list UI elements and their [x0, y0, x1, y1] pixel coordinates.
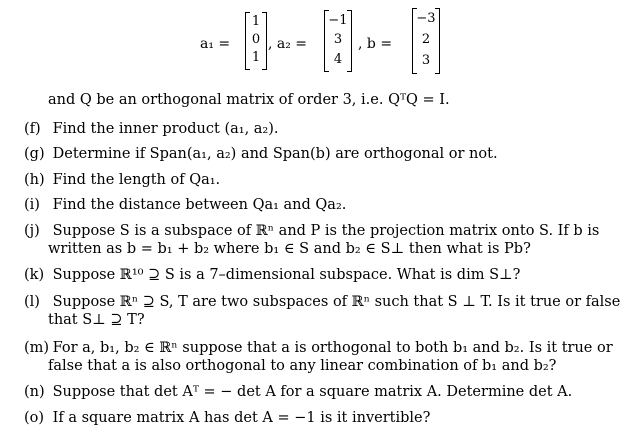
- question-text: Suppose S is a subspace of ℝⁿ and P is the projection matrix onto S. If b is: [52, 223, 600, 239]
- question-item: [24, 384, 572, 400]
- question-item: [24, 146, 498, 162]
- question-item: [24, 121, 279, 137]
- a1-label: a₁ =: [200, 36, 231, 52]
- question-key: (o): [24, 410, 45, 426]
- question-text: Find the distance between Qa₁ and Qa₂.: [52, 197, 347, 213]
- question-item: [24, 340, 613, 356]
- question-item: [24, 197, 346, 213]
- question-text: If a square matrix A has det A = −1 is it invertible?: [52, 410, 431, 426]
- a2-entry: 4: [333, 52, 343, 67]
- question-item: [24, 172, 220, 188]
- b-label: , b =: [358, 36, 393, 52]
- question-key: (k): [24, 267, 45, 283]
- b-entry: −3: [416, 11, 436, 26]
- question-key: (g): [24, 146, 45, 162]
- intro-text: and Q be an orthogonal matrix of order 3, i.e. QᵀQ = I.: [48, 92, 450, 108]
- question-key: (l): [24, 294, 40, 310]
- question-item: [24, 267, 520, 283]
- a2-entry: 3: [333, 32, 343, 47]
- question-key: (m): [24, 340, 50, 356]
- question-text: For a, b₁, b₂ ∈ ℝⁿ suppose that a is orthogonal to both b₁ and b₂. Is it true or: [52, 340, 613, 356]
- question-text-continued: false that a is also orthogonal to any linear combination of b₁ and b₂?: [48, 358, 557, 374]
- a2-vector: [324, 10, 352, 72]
- question-text: Suppose ℝⁿ ⊇ S, T are two subspaces of ℝⁿ such that S ⊥ T. Is it true or false: [52, 294, 621, 310]
- question-text-continued: that S⊥ ⊇ T?: [48, 312, 145, 328]
- a1-vector: [245, 12, 267, 70]
- question-key: (n): [24, 384, 45, 400]
- question-text: Determine if Span(a₁, a₂) and Span(b) are orthogonal or not.: [52, 146, 498, 162]
- question-text: Suppose ℝ¹⁰ ⊇ S is a 7–dimensional subspace. What is dim S⊥?: [52, 267, 521, 283]
- question-item: [24, 294, 620, 310]
- question-text: Find the length of Qa₁.: [52, 172, 221, 188]
- question-key: (i): [24, 197, 40, 213]
- b-vector: [412, 8, 440, 74]
- question-item: [24, 410, 430, 426]
- vector-definitions: [0, 0, 624, 80]
- a2-entry: −1: [328, 13, 348, 28]
- a1-entry: 1: [251, 14, 261, 29]
- question-text: Find the inner product (a₁, a₂).: [52, 121, 279, 137]
- question-item: [24, 223, 599, 239]
- question-text: Suppose that det Aᵀ = − det A for a square matrix A. Determine det A.: [52, 384, 573, 400]
- question-key: (f): [24, 121, 41, 137]
- a1-entry: 0: [251, 32, 261, 47]
- question-text-continued: written as b = b₁ + b₂ where b₁ ∈ S and b₂ ∈ S⊥ then what is Pb?: [48, 241, 531, 257]
- a2-label: , a₂ =: [268, 36, 308, 52]
- b-entry: 2: [421, 32, 431, 47]
- a1-entry: 1: [251, 50, 261, 65]
- question-key: (h): [24, 172, 45, 188]
- question-key: (j): [24, 223, 40, 239]
- b-entry: 3: [421, 53, 431, 68]
